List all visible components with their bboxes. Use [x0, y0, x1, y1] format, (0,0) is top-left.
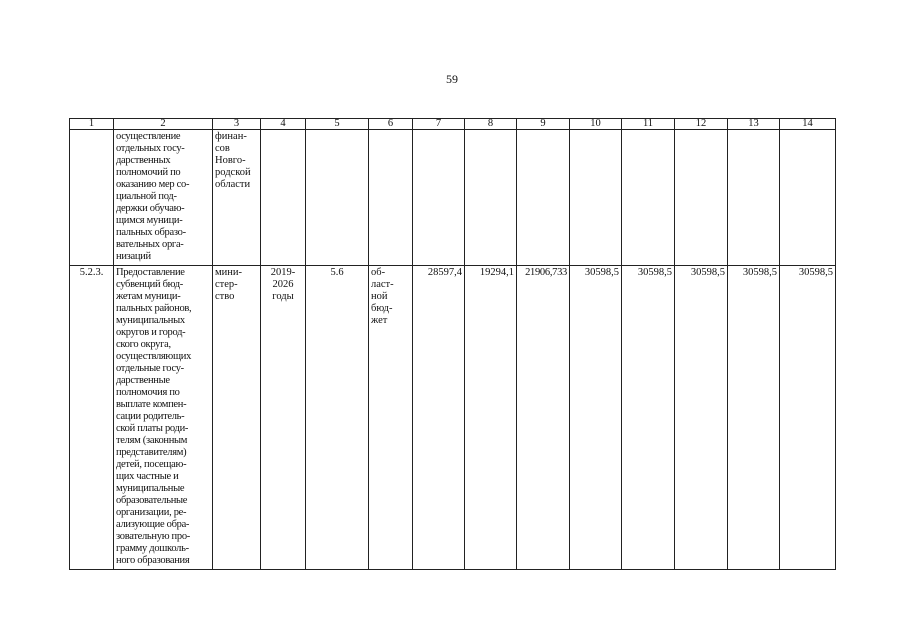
column-header: 1 [70, 119, 114, 130]
cell-value: 30598,5 [675, 266, 728, 570]
cell-source [369, 130, 413, 266]
cell-value [780, 130, 836, 266]
cell-description: Предоставление субвенций бюд- жетам муници- пальных районов, муниципальных округов и город- ского округа, осуществляющих отдельные госу- дарственные полномочия по выплате компен- сации родитель- ской платы роди- телям (законным представителям) детей, посещаю- щих частные и муниципальные образовательные организации, ре- ализующие обра- зовательную про- грамму дошколь- ного образования [114, 266, 213, 570]
column-header: 6 [369, 119, 413, 130]
cell-value [465, 130, 517, 266]
cell-executor: мини- стер- ство [213, 266, 261, 570]
column-header: 3 [213, 119, 261, 130]
cell-value: 28597,4 [413, 266, 465, 570]
cell-number: 5.2.3. [70, 266, 114, 570]
cell-value: 30598,5 [728, 266, 780, 570]
cell-period: 2019- 2026 годы [261, 266, 306, 570]
column-header: 5 [306, 119, 369, 130]
cell-value [570, 130, 622, 266]
cell-number [70, 130, 114, 266]
cell-value [622, 130, 675, 266]
column-header: 9 [517, 119, 570, 130]
cell-target [306, 130, 369, 266]
column-header: 14 [780, 119, 836, 130]
cell-value: 21906,733 [517, 266, 570, 570]
column-header: 8 [465, 119, 517, 130]
cell-value [413, 130, 465, 266]
cell-period [261, 130, 306, 266]
cell-executor: финан- сов Новго- родской области [213, 130, 261, 266]
column-header: 7 [413, 119, 465, 130]
column-header: 13 [728, 119, 780, 130]
cell-value [517, 130, 570, 266]
cell-description: осуществление отдельных госу- дарственных полномочий по оказанию мер со- циальной под- держки обучаю- щимся муници- пальных образо- вательных орга- низаций [114, 130, 213, 266]
column-header: 4 [261, 119, 306, 130]
header-row [70, 119, 836, 130]
budget-table [69, 118, 836, 570]
column-header: 12 [675, 119, 728, 130]
cell-value: 19294,1 [465, 266, 517, 570]
cell-value: 30598,5 [570, 266, 622, 570]
cell-value: 30598,5 [622, 266, 675, 570]
column-header: 10 [570, 119, 622, 130]
table-row [70, 130, 836, 266]
cell-value [728, 130, 780, 266]
cell-source: об- ласт- ной бюд- жет [369, 266, 413, 570]
cell-target: 5.6 [306, 266, 369, 570]
cell-value: 30598,5 [780, 266, 836, 570]
page-number: 59 [446, 72, 458, 86]
column-header: 2 [114, 119, 213, 130]
cell-value [675, 130, 728, 266]
column-header: 11 [622, 119, 675, 130]
table-row [70, 266, 836, 570]
